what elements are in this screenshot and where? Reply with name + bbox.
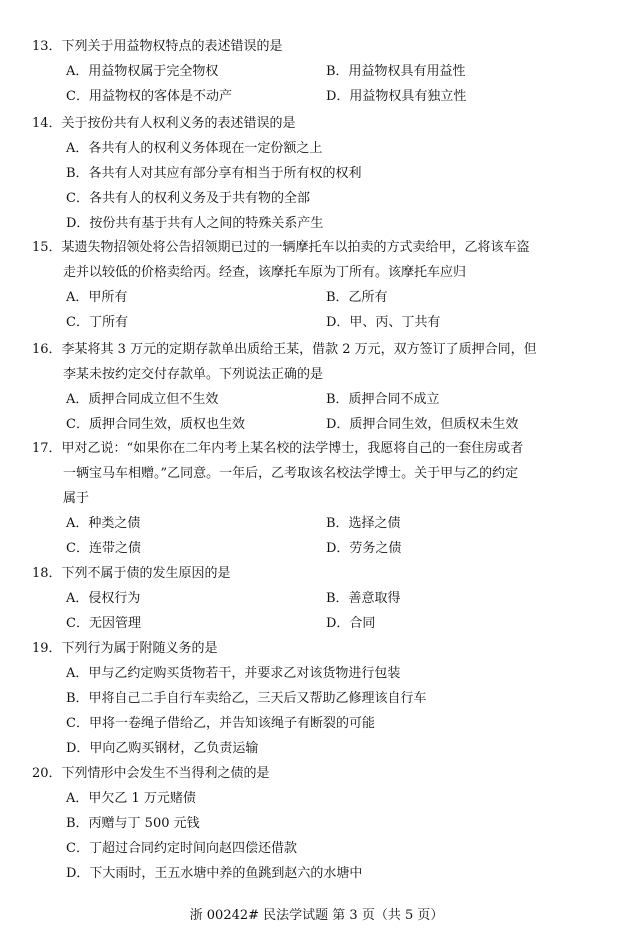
question-number: 13． (32, 39, 62, 54)
question-17 (32, 436, 609, 561)
question-text: 下列关于用益物权特点的表述错误的是 (61, 39, 283, 54)
question-stem-line-2: 一辆宝马车相赠。”乙同意。一年后，乙考取该名校法学博士。关于甲与乙的约定 (63, 466, 519, 481)
question-number: 14． (32, 116, 62, 131)
option-row (32, 387, 609, 412)
question-14 (32, 111, 609, 236)
question-stem-line-3: 属于 (63, 491, 90, 506)
question-stem-line-2: 李某未按约定交付存款单。下列说法正确的是 (63, 367, 324, 382)
option-c: C．甲将一卷绳子借给乙，并告知该绳子有断裂的可能 (66, 716, 375, 731)
option-row (32, 310, 609, 335)
option-a: A．用益物权属于完全物权 (66, 64, 219, 79)
question-text: 下列行为属于附随义务的是 (61, 641, 218, 656)
option-d: D．按份共有基于共有人之间的特殊关系产生 (66, 216, 324, 231)
option-c: C．连带之债 (66, 541, 141, 556)
option-c: C．用益物权的客体是不动产 (66, 89, 232, 104)
option-row (32, 84, 609, 109)
option-c: C．质押合同生效，质权也生效 (66, 417, 245, 432)
option-b: B．善意取得 (326, 591, 401, 606)
page-footer: 浙 00242# 民法学试题 第 3 页（共 5 页） (189, 908, 444, 923)
question-number: 16． (32, 342, 62, 357)
question-stem-line-1 (32, 337, 609, 362)
option-row (32, 285, 609, 310)
question-number: 20． (32, 766, 62, 781)
option-d: D．甲向乙购买钢材，乙负责运输 (66, 741, 259, 756)
option-b: B．选择之债 (326, 516, 401, 531)
option-b: B．甲将自己二手自行车卖给乙，三天后又帮助乙修理该自行车 (66, 691, 427, 706)
option-row (32, 586, 609, 611)
option-row (32, 59, 609, 84)
question-stem (32, 636, 609, 661)
option-b: B．各共有人对其应有部分享有相当于所有权的权利 (66, 166, 362, 181)
question-number: 17． (32, 441, 62, 456)
question-13 (32, 34, 609, 109)
question-stem (32, 761, 609, 786)
option-b: B．质押合同不成立 (326, 392, 440, 407)
question-stem (32, 34, 609, 59)
question-text: 下列不属于债的发生原因的是 (61, 566, 231, 581)
option-d: D．甲、丙、丁共有 (326, 315, 441, 330)
option-c: C．丁所有 (66, 315, 128, 330)
option-a: A．质押合同成立但不生效 (66, 392, 219, 407)
question-18 (32, 561, 609, 636)
option-d: D．劳务之债 (326, 541, 402, 556)
question-text: 李某将其 3 万元的定期存款单出质给王某，借款 2 万元，双方签订了质押合同，但 (61, 342, 537, 357)
option-b: B．用益物权具有用益性 (326, 64, 466, 79)
question-20 (32, 761, 609, 886)
option-d: D．合同 (326, 616, 376, 631)
option-d: D．质押合同生效，但质权未生效 (326, 417, 519, 432)
option-row (32, 536, 609, 561)
option-d: D．用益物权具有独立性 (326, 89, 467, 104)
question-text: 下列情形中会发生不当得利之债的是 (61, 766, 270, 781)
option-b: B．丙赠与丁 500 元钱 (66, 816, 200, 831)
question-stem (32, 561, 609, 586)
option-row (32, 611, 609, 636)
question-stem-line-1 (32, 436, 609, 461)
option-a: A．甲所有 (66, 290, 128, 305)
option-a: A．侵权行为 (66, 591, 141, 606)
question-stem-line-2: 走并以较低的价格卖给丙。经查，该摩托车原为丁所有。该摩托车应归 (63, 265, 467, 280)
option-a: A．甲与乙约定购买货物若干，并要求乙对该货物进行包装 (66, 666, 401, 681)
question-stem-line-1 (32, 235, 609, 260)
question-text: 关于按份共有人权利义务的表述错误的是 (61, 116, 296, 131)
question-number: 15． (32, 240, 62, 255)
question-15 (32, 235, 609, 335)
option-a: A．种类之债 (66, 516, 141, 531)
option-a: A．各共有人的权利义务体现在一定份额之上 (66, 141, 323, 156)
question-text: 某遗失物招领处将公告招领期已过的一辆摩托车以拍卖的方式卖给甲，乙将该车盗 (61, 240, 530, 255)
option-row (32, 412, 609, 437)
question-stem (32, 111, 609, 136)
question-text: 甲对乙说：“如果你在二年内考上某名校的法学博士，我愿将自己的一套住房或者 (61, 441, 524, 456)
question-number: 19． (32, 641, 62, 656)
option-b: B．乙所有 (326, 290, 388, 305)
option-c: C．丁超过合同约定时间向赵四偿还借款 (66, 841, 297, 856)
question-number: 18． (32, 566, 62, 581)
option-c: C．各共有人的权利义务及于共有物的全部 (66, 191, 310, 206)
option-a: A．甲欠乙 1 万元赌债 (66, 791, 196, 806)
option-d: D．下大雨时，王五水塘中养的鱼跳到赵六的水塘中 (66, 866, 363, 881)
option-c: C．无因管理 (66, 616, 141, 631)
question-19 (32, 636, 609, 761)
option-row (32, 511, 609, 536)
question-16 (32, 337, 609, 437)
